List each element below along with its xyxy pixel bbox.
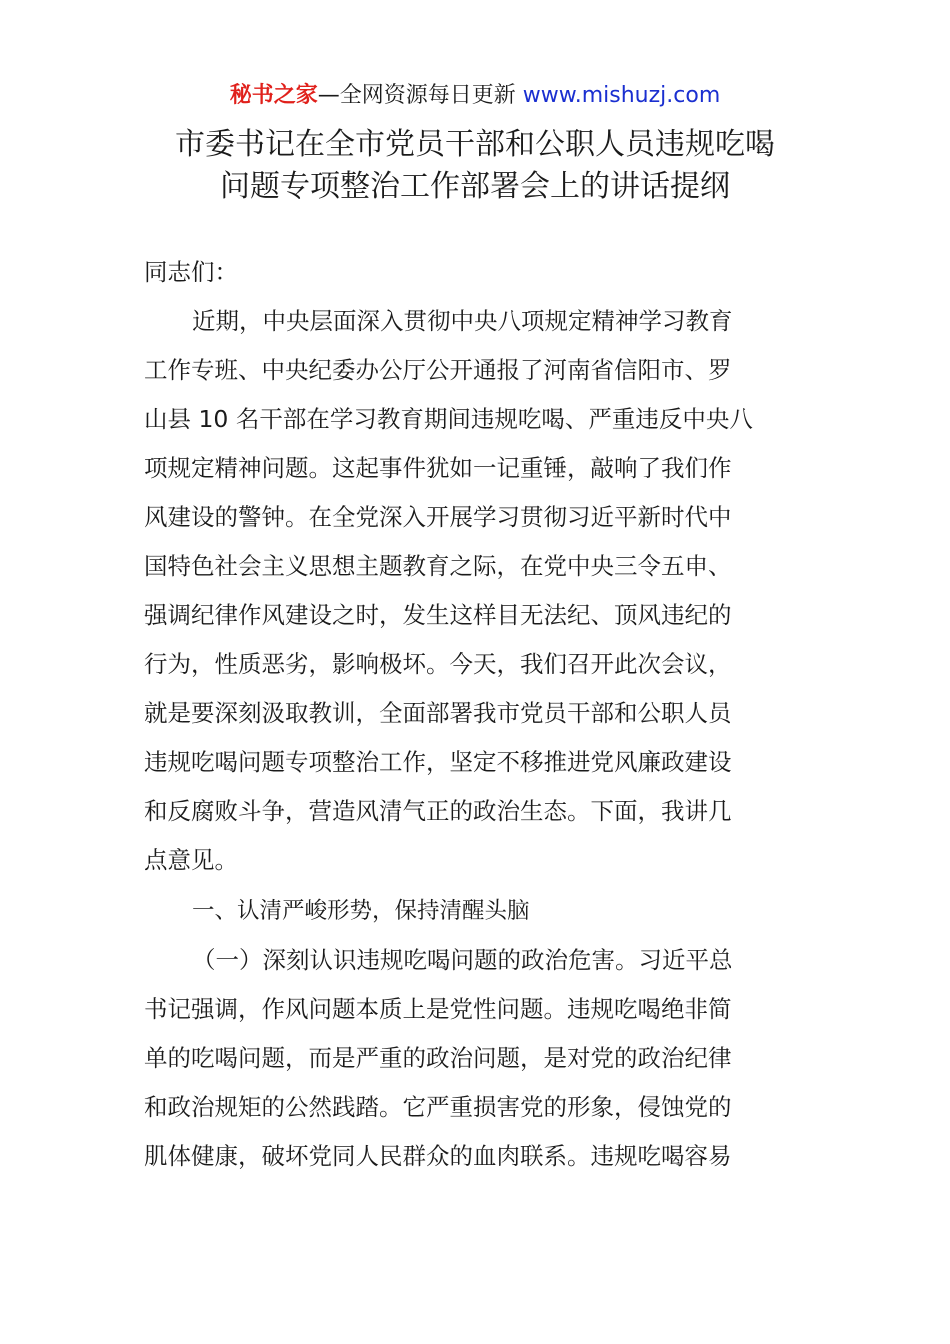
header-tagline: —全网资源每日更新 xyxy=(317,83,523,108)
source-header xyxy=(0,80,950,112)
paragraph-line: 国特色社会主义思想主题教育之际，在党中央三令五申、 xyxy=(144,552,732,580)
paragraph-line: 单的吃喝问题，而是严重的政治问题，是对党的政治纪律 xyxy=(144,1044,732,1072)
paragraph-section-1 xyxy=(144,936,806,1181)
paragraph-line: 就是要深刻汲取教训，全面部署我市党员干部和公职人员 xyxy=(144,699,732,727)
paragraph-line: 项规定精神问题。这起事件犹如一记重锤，敲响了我们作 xyxy=(144,454,732,482)
paragraph-line: 山县 10 名干部在学习教育期间违规吃喝、严重违反中央八 xyxy=(144,405,753,433)
paragraph-line: 近期，中央层面深入贯彻中央八项规定精神学习教育 xyxy=(192,307,733,335)
paragraph-line: 和反腐败斗争，营造风清气正的政治生态。下面，我讲几 xyxy=(144,797,732,825)
paragraph-line: 点意见。 xyxy=(144,846,238,874)
paragraph-line: 和政治规矩的公然践踏。它严重损害党的形象，侵蚀党的 xyxy=(144,1093,732,1121)
paragraph-line: 书记强调，作风问题本质上是党性问题。违规吃喝绝非简 xyxy=(144,995,732,1023)
document-body xyxy=(144,248,806,1181)
paragraph-line: （一）深刻认识违规吃喝问题的政治危害。习近平总 xyxy=(192,946,733,974)
paragraph-line: 行为，性质恶劣，影响极坏。今天，我们召开此次会议， xyxy=(144,650,732,678)
paragraph-line: 风建设的警钟。在全党深入开展学习贯彻习近平新时代中 xyxy=(144,503,732,531)
title-line-2: 问题专项整治工作部署会上的讲话提纲 xyxy=(220,169,730,204)
salutation: 同志们： xyxy=(144,258,238,286)
paragraph-line: 肌体健康，破坏党同人民群众的血肉联系。违规吃喝容易 xyxy=(144,1142,732,1170)
paragraph-line: 违规吃喝问题专项整治工作，坚定不移推进党风廉政建设 xyxy=(144,748,732,776)
paragraph-intro xyxy=(144,297,806,885)
section-heading-1: 一、认清严峻形势，保持清醒头脑 xyxy=(192,898,530,924)
paragraph-line: 强调纪律作风建设之时，发生这样目无法纪、顶风违纪的 xyxy=(144,601,732,629)
document-title xyxy=(100,124,850,208)
brand-name: 秘书之家 xyxy=(229,83,318,108)
paragraph-line: 工作专班、中央纪委办公厅公开通报了河南省信阳市、罗 xyxy=(144,356,732,384)
title-line-1: 市委书记在全市党员干部和公职人员违规吃喝 xyxy=(175,127,775,162)
website-link[interactable]: www.mishuzj.com xyxy=(522,83,721,108)
